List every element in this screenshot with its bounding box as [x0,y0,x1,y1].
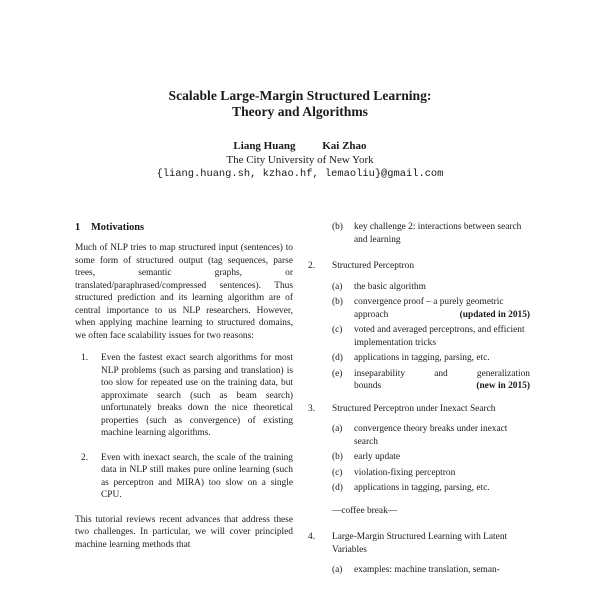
paper-title-line-1: Scalable Large-Margin Structured Learning: [168,88,432,103]
list-item-label: (a) [332,281,343,292]
list-item [332,482,530,495]
list-item-label: (d) [332,353,343,363]
outline-item-label: 3. [308,403,316,414]
outline-item [308,531,530,577]
list-item-text: and [434,368,448,379]
author-list [0,139,600,153]
list-item [332,352,530,365]
list-item [332,281,530,294]
list-item-label: (b) [332,222,343,232]
list-item [332,296,530,321]
author-name: Liang Huang [233,140,296,152]
list-item [332,467,530,480]
list-item-text: convergence proof – a purely geometric [354,297,504,307]
list-item [332,221,530,246]
list-item-text: early update [354,452,401,462]
list-item-text: the basic algorithm [354,281,426,292]
left-column [75,221,293,551]
outline-item [308,403,530,495]
list-item-text: inseparability [354,368,406,379]
outline-item-title: Structured Perceptron [332,261,415,271]
list-item-text: convergence theory breaks under inexact search [354,424,508,447]
list-item-label: (c) [332,325,343,335]
list-item [75,352,293,440]
list-item-text: applications in tagging, parsing, etc. [354,483,490,493]
list-item-label: (a) [332,424,343,434]
outline-item-title: Structured Perceptron under Inexact Search [332,403,496,414]
right-column [308,221,530,587]
update-tag: (updated in 2015) [459,309,530,320]
list-item-label: (d) [332,483,343,493]
list-item-label: (b) [332,297,343,307]
list-item-text: bounds [354,381,382,391]
list-item-text: key challenge 2: interactions between search and learning [354,222,522,245]
list-item-text: voted and averaged perceptrons, and efficient implementation tricks [354,325,525,348]
sub-list [332,281,530,393]
coffee-break: —coffee break— [332,505,398,516]
list-item [332,451,530,464]
list-item-text: Even the fastest exact search algorithms for most NLP problems (such as parsing and translation) is too slow for repeated use on the training data, but approximate search (such as beam search) unfortunately breaks down the nice theoretical properties (such as convergence) of existing machine learning algorithms. [101,353,293,438]
sub-list [332,423,530,495]
section-title: Motivations [91,222,145,233]
outline-item-title: Large-Margin Structured Learning with Latent Variables [332,532,508,555]
list-item-text: examples: machine translation, seman- [354,565,500,575]
list-item-label: 2. [81,452,89,463]
list-item-text: violation-fixing perceptron [354,467,456,478]
section-number: 1 [75,222,81,233]
author-name: Kai Zhao [322,140,367,152]
outline-item-label: 2. [308,261,316,271]
list-item [332,564,530,577]
list-item-text: applications in tagging, parsing, etc. [354,353,490,363]
list-item [332,423,530,448]
list-item-text: generalization [476,368,530,379]
intro-paragraph: Much of NLP tries to map structured input (sentences) to some form of structured output (tag sequences, parse trees, semantic graphs, or translated/paraphrased/compressed sentences). Thus structured prediction and its learning algorithm are of central importance to us NLP researchers. However, when applying machine learning to structured domains, we often face scalability issues for two reasons: [75,243,293,341]
author-emails: {liang.huang.sh, kzhao.hf, lemaoliu}@gmail.com [156,168,444,180]
outline-item [308,260,530,393]
list-item-label: (a) [332,565,343,575]
affiliation: The City University of New York [226,154,374,166]
list-item [332,368,530,393]
section-heading [75,221,293,234]
new-tag: (new in 2015) [476,381,530,391]
closing-paragraph: This tutorial reviews recent advances that address these two challenges. In particular, we will cover principled machine learning methods that [75,514,293,550]
paper-title-line-2: Theory and Algorithms [232,104,368,119]
list-item-label: 1. [81,353,89,363]
list-item-label: (e) [332,368,343,379]
list-item [75,452,293,502]
list-item-text: Even with inexact search, the scale of the training data in NLP still makes pure online learning (such as perceptron and MIRA) too slow on a single CPU. [101,452,293,500]
list-item-label: (b) [332,452,343,462]
sub-list [332,564,530,577]
list-item-label: (c) [332,467,343,478]
list-item-text: approach [354,309,389,320]
reasons-list [75,352,293,502]
list-item [332,324,530,349]
outline-item-label: 4. [308,532,316,542]
